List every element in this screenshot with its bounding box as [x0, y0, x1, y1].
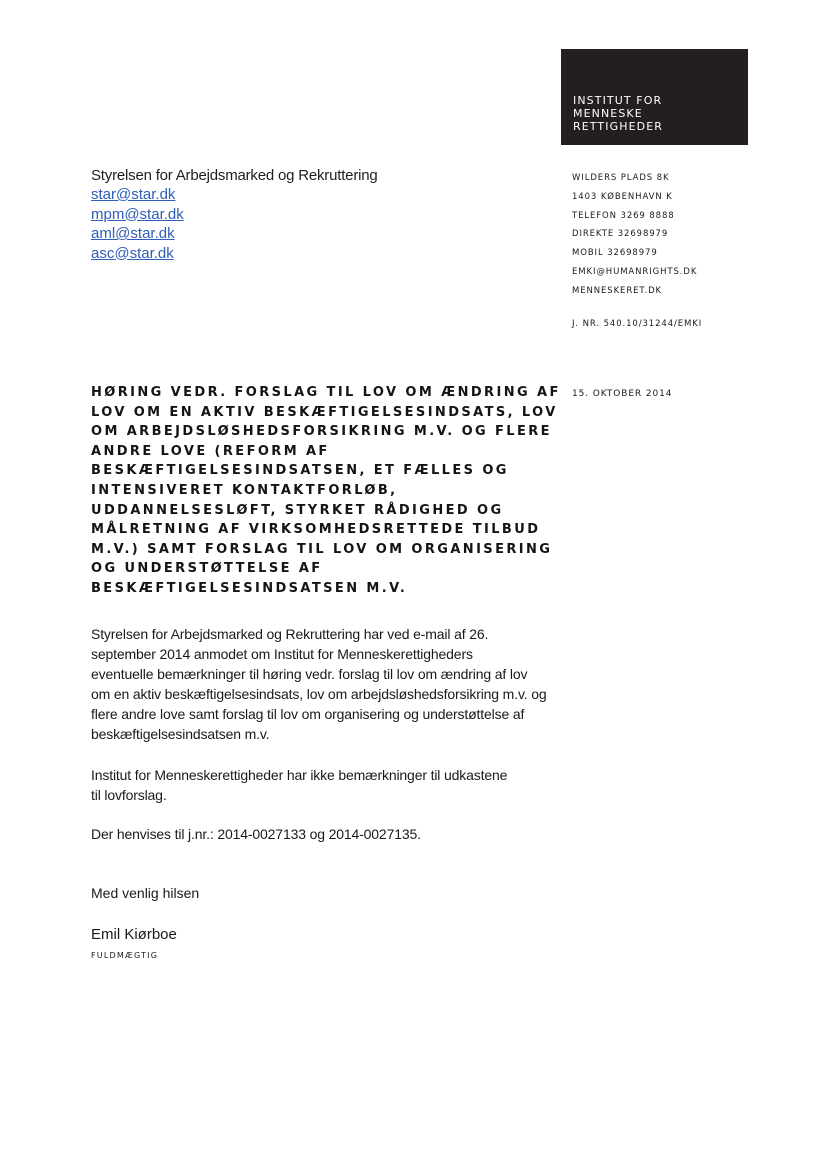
institute-logo: [561, 49, 748, 145]
body-line: Der henvises til j.nr.: 2014-0027133 og 2014-0027135.: [91, 826, 421, 842]
title-line: ANDRE LOVE (REFORM AF: [91, 443, 330, 459]
recipient-email-link[interactable]: star@star.dk: [91, 186, 176, 203]
title-line: MÅLRETNING AF VIRKSOMHEDSRETTEDE TILBUD: [91, 522, 541, 538]
body-line: flere andre love samt forslag til lov om organisering og understøttelse af: [91, 706, 525, 722]
recipient-name: Styrelsen for Arbejdsmarked og Rekruttering: [91, 167, 378, 184]
title-line: BESKÆFTIGELSESINDSATSEN M.V.: [91, 580, 408, 596]
sender-website: MENNESKERET.DK: [572, 285, 663, 296]
journal-number: J. NR. 540.10/31244/EMKI: [572, 319, 703, 329]
letter-date: 15. OKTOBER 2014: [572, 389, 673, 399]
title-line: LOV OM EN AKTIV BESKÆFTIGELSESINDSATS, LOV: [91, 404, 558, 420]
recipient-block: [91, 166, 471, 263]
title-line: HØRING VEDR. FORSLAG TIL LOV OM ÆNDRING AF: [91, 385, 561, 400]
closing-greeting: Med venlig hilsen: [91, 885, 200, 901]
logo-line: RETTIGHEDER: [573, 120, 663, 133]
body-line: eventuelle bemærkninger til høring vedr. forslag til lov om ændring af lov: [91, 666, 528, 682]
letter-title: [91, 383, 561, 599]
title-line: OM ARBEJDSLØSHEDSFORSIKRING M.V. OG FLERE: [91, 424, 552, 440]
body-paragraph: [91, 624, 571, 744]
body-line: til lovforslag.: [91, 787, 167, 803]
logo-line: INSTITUT FOR: [573, 94, 663, 107]
body-line: beskæftigelsesindsatsen m.v.: [91, 726, 270, 742]
title-line: UDDANNELSESLØFT, STYRKET RÅDIGHED OG: [91, 502, 504, 518]
sender-mobile: MOBIL 32698979: [572, 248, 658, 259]
signer-name: Emil Kiørboe: [91, 926, 177, 943]
logo-line: MENNESKE: [573, 107, 643, 120]
body-line: Institut for Menneskerettigheder har ikke bemærkninger til udkastene: [91, 767, 508, 783]
sender-address-line: WILDERS PLADS 8K: [572, 173, 670, 183]
title-line: OG UNDERSTØTTELSE AF: [91, 561, 323, 577]
recipient-email-link[interactable]: aml@star.dk: [91, 225, 175, 242]
title-line: BESKÆFTIGELSESINDSATSEN, ET FÆLLES OG: [91, 463, 509, 479]
sender-direct-phone: DIREKTE 32698979: [572, 229, 669, 240]
letter-body: [91, 624, 571, 842]
sender-email: EMKI@HUMANRIGHTS.DK: [572, 266, 698, 277]
body-line: Styrelsen for Arbejdsmarked og Rekruttering har ved e-mail af 26.: [91, 626, 489, 642]
title-line: INTENSIVERET KONTAKTFORLØB,: [91, 482, 398, 498]
recipient-email-link[interactable]: mpm@star.dk: [91, 205, 184, 223]
sender-contact-block: [572, 169, 792, 301]
body-paragraph: [91, 824, 421, 844]
signer-title: FULDMÆGTIG: [91, 951, 159, 960]
title-line: M.V.) SAMT FORSLAG TIL LOV OM ORGANISERING: [91, 541, 553, 557]
recipient-email-link[interactable]: asc@star.dk: [91, 244, 174, 262]
body-paragraph: [91, 765, 507, 805]
body-line: om en aktiv beskæftigelsesindsats, lov om arbejdsløshedsforsikring m.v. og: [91, 686, 547, 702]
sender-phone: TELEFON 3269 8888: [572, 210, 675, 221]
body-line: september 2014 anmodet om Institut for Menneskerettigheders: [91, 646, 473, 662]
sender-postal-line: 1403 KØBENHAVN K: [572, 191, 673, 202]
